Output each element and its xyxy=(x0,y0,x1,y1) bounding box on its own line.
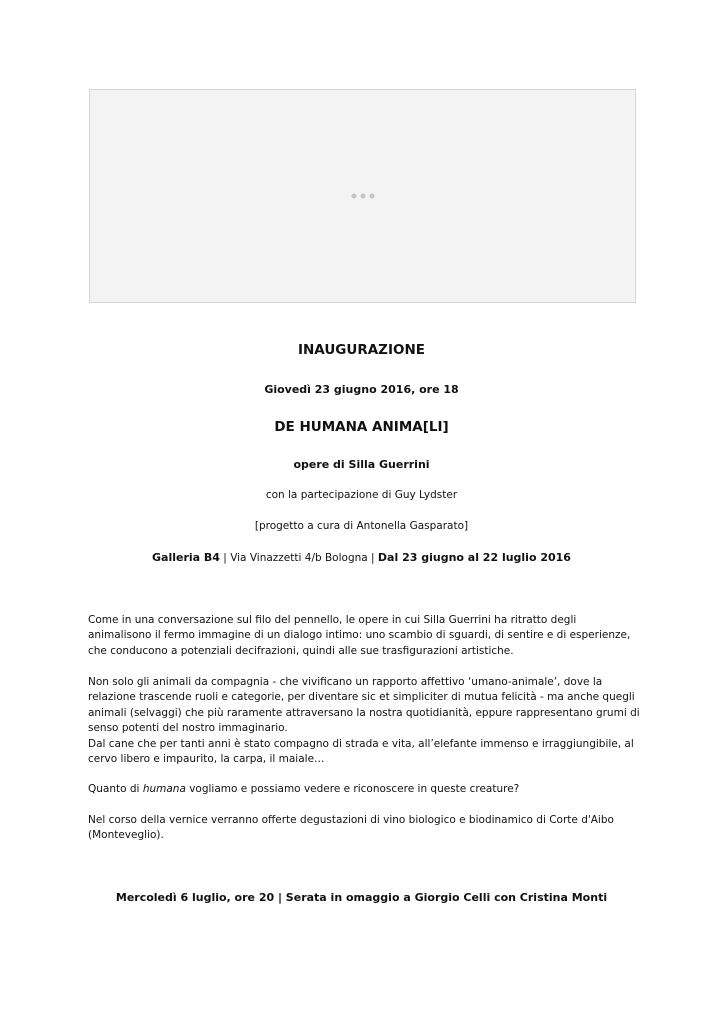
venue-line xyxy=(0,551,723,564)
works-by: opere di Silla Guerrini xyxy=(293,458,430,471)
text-line: senso potenti del nostro immaginario. xyxy=(88,722,288,735)
venue-separator: | xyxy=(367,552,378,564)
loading-dots-icon xyxy=(351,194,374,199)
opening-date: Giovedì 23 giugno 2016, ore 18 xyxy=(264,383,459,396)
text-fragment: Quanto di xyxy=(88,783,143,795)
text-line: che conducono a potenziali decifrazioni, quindi alle sue trasfigurazioni artistiche. xyxy=(88,644,514,657)
exhibition-dates: Dal 23 giugno al 22 luglio 2016 xyxy=(377,551,571,564)
text-line: Come in una conversazione sul filo del pennello, le opere in cui Silla Guerrini ha ritratto degli xyxy=(88,614,577,626)
venue-name: Galleria B4 xyxy=(152,551,220,564)
text-line: (Monteveglio). xyxy=(88,829,164,842)
page-title: INAUGURAZIONE xyxy=(297,342,425,358)
text-line: Dal cane che per tanti anni è stato compagno di strada e vita, all’elefante immenso e irraggiungibile, al xyxy=(88,737,634,750)
venue-separator: | xyxy=(219,552,231,564)
text-line: relazione trascende ruoli e categorie, per diventare sic et simpliciter di mutua felicità - ma anche quegli xyxy=(88,691,635,704)
emphasis-word: humana xyxy=(142,783,186,795)
text-line: Nel corso della vernice verranno offerte degustazioni di vino biologico e biodinamico di Corte d'Aibo xyxy=(88,814,614,826)
text-fragment: vogliamo e possiamo vedere e riconoscere in queste creature? xyxy=(185,783,520,795)
text-line: cervo libero e impaurito, la carpa, il maiale… xyxy=(88,753,325,766)
curator-note: [progetto a cura di Antonella Gasparato] xyxy=(254,520,469,532)
exhibition-title: DE HUMANA ANIMA[LI] xyxy=(274,419,449,435)
text-line: Non solo gli animali da compagnia - che vivificano un rapporto affettivo ‘umano-animale’, dove la xyxy=(88,676,603,688)
paragraph-question xyxy=(88,782,648,797)
text-line: animali (selvaggi) che più raramente attraversano la nostra quotidianità, eppure rappresentano grumi di xyxy=(88,706,640,719)
text-line xyxy=(88,782,648,797)
paragraph-tasting xyxy=(88,813,648,844)
venue-address: Via Vinazzetti 4/b Bologna xyxy=(230,552,368,564)
header-image-placeholder xyxy=(89,89,636,303)
participation-note: con la partecipazione di Guy Lydster xyxy=(265,489,458,501)
event-announcement: Mercoledì 6 luglio, ore 20 | Serata in omaggio a Giorgio Celli con Cristina Monti xyxy=(115,891,608,904)
text-line: animalisono il fermo immagine di un dialogo intimo: uno scambio di sguardi, di sentire e di esperienze, xyxy=(88,629,631,642)
paragraph-animals xyxy=(88,675,648,767)
paragraph-intro xyxy=(88,613,648,659)
